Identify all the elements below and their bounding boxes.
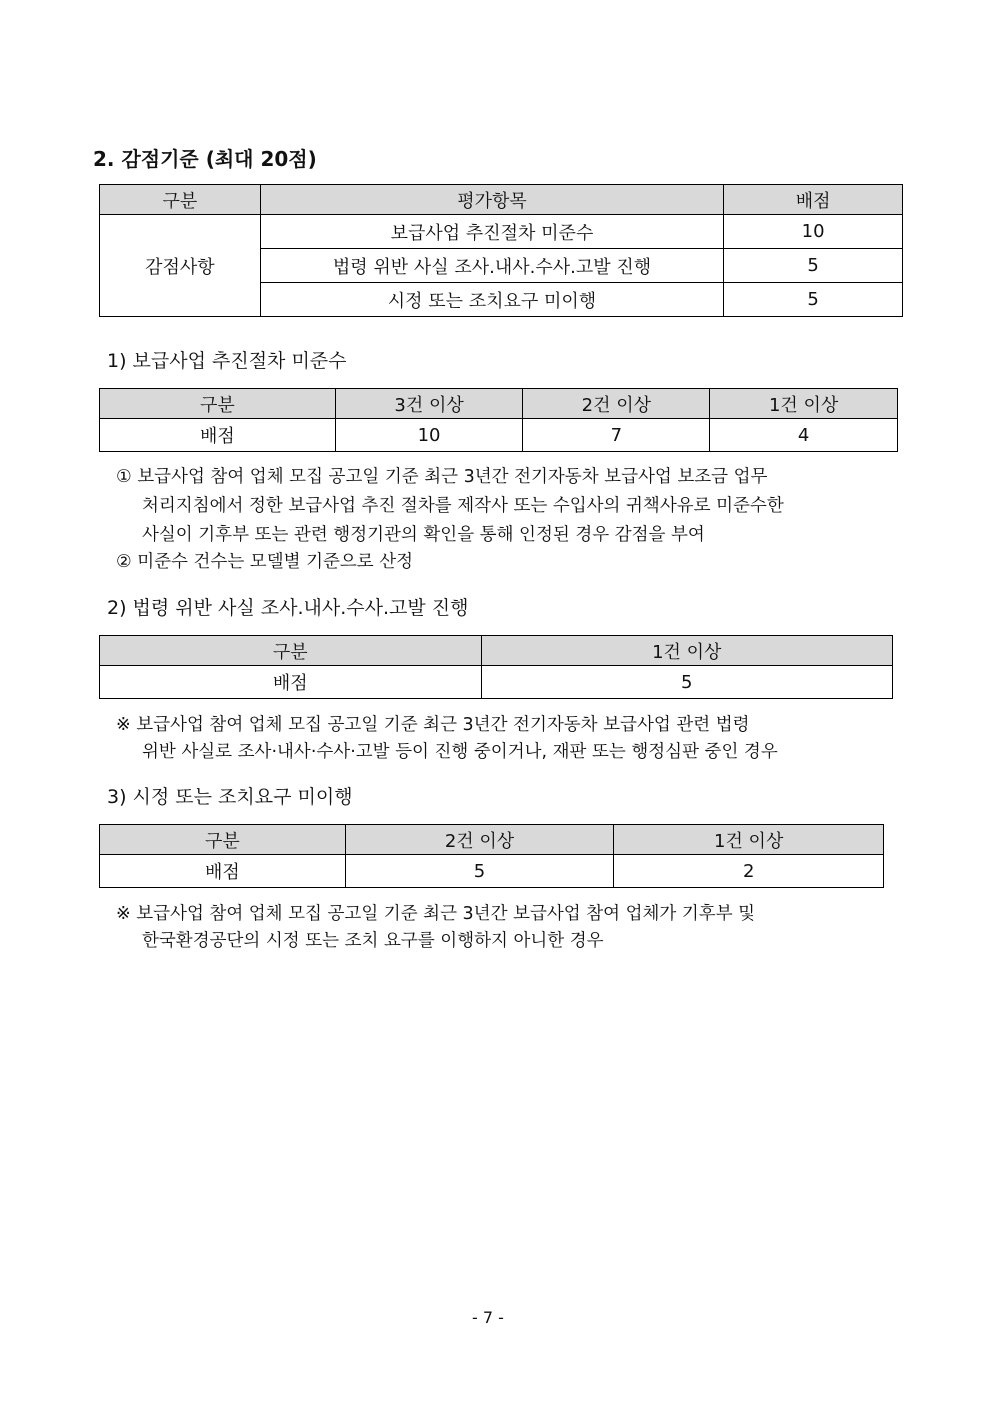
score-cell: 4 <box>710 419 898 452</box>
header-cell: 구분 <box>100 389 336 419</box>
header-cell: 배점 <box>724 185 903 215</box>
header-cell: 1건 이상 <box>481 636 892 666</box>
note: 사실이 기후부 또는 관련 행정기관의 확인을 통해 인정된 경우 감점을 부여 <box>142 525 705 545</box>
header-cell: 2건 이상 <box>523 389 710 419</box>
s1-table <box>99 388 898 452</box>
note: ② 미준수 건수는 모델별 기준으로 산정 <box>116 552 414 572</box>
subsection-title: 3) 시정 또는 조치요구 미이행 <box>107 786 353 808</box>
note: ※ 보급사업 참여 업체 모집 공고일 기준 최근 3년간 전기자동차 보급사업 관련 법령 <box>116 715 750 735</box>
s2-table <box>99 635 893 699</box>
deduction-summary-table <box>99 184 903 317</box>
header-cell: 1건 이상 <box>710 389 898 419</box>
score-cell: 5 <box>724 249 903 283</box>
score-cell: 10 <box>724 215 903 249</box>
note: 처리지침에서 정한 보급사업 추진 절차를 제작사 또는 수입사의 귀책사유로 미준수한 <box>142 496 784 516</box>
subsection-title: 1) 보급사업 추진절차 미준수 <box>107 350 347 372</box>
header-cell: 구분 <box>100 185 261 215</box>
score-cell: 10 <box>335 419 523 452</box>
section-title: 2. 감점기준 (최대 20점) <box>93 147 317 171</box>
item-cell: 법령 위반 사실 조사.내사.수사.고발 진행 <box>260 249 723 283</box>
subsection-title: 2) 법령 위반 사실 조사.내사.수사.고발 진행 <box>107 597 469 619</box>
item-cell: 보급사업 추진절차 미준수 <box>260 215 723 249</box>
note: 위반 사실로 조사·내사·수사·고발 등이 진행 중이거나, 재판 또는 행정심판 중인 경우 <box>142 742 778 762</box>
note: ① 보급사업 참여 업체 모집 공고일 기준 최근 3년간 전기자동차 보급사업 보조금 업무 <box>116 467 768 487</box>
s3-table <box>99 824 884 888</box>
row-label: 배점 <box>100 666 482 699</box>
row-label: 배점 <box>100 419 336 452</box>
item-cell: 시정 또는 조치요구 미이행 <box>260 283 723 317</box>
note: 한국환경공단의 시정 또는 조치 요구를 이행하지 아니한 경우 <box>142 931 604 951</box>
header-cell: 평가항목 <box>260 185 723 215</box>
header-cell: 3건 이상 <box>335 389 523 419</box>
page-number: - 7 - <box>472 1308 504 1327</box>
score-cell: 7 <box>523 419 710 452</box>
header-cell: 2건 이상 <box>345 825 614 855</box>
header-cell: 1건 이상 <box>614 825 884 855</box>
note: ※ 보급사업 참여 업체 모집 공고일 기준 최근 3년간 보급사업 참여 업체가 기후부 및 <box>116 904 756 924</box>
score-cell: 5 <box>724 283 903 317</box>
category-cell: 감점사항 <box>100 215 261 317</box>
score-cell: 5 <box>481 666 892 699</box>
header-cell: 구분 <box>100 636 482 666</box>
header-cell: 구분 <box>100 825 346 855</box>
score-cell: 5 <box>345 855 614 888</box>
score-cell: 2 <box>614 855 884 888</box>
row-label: 배점 <box>100 855 346 888</box>
